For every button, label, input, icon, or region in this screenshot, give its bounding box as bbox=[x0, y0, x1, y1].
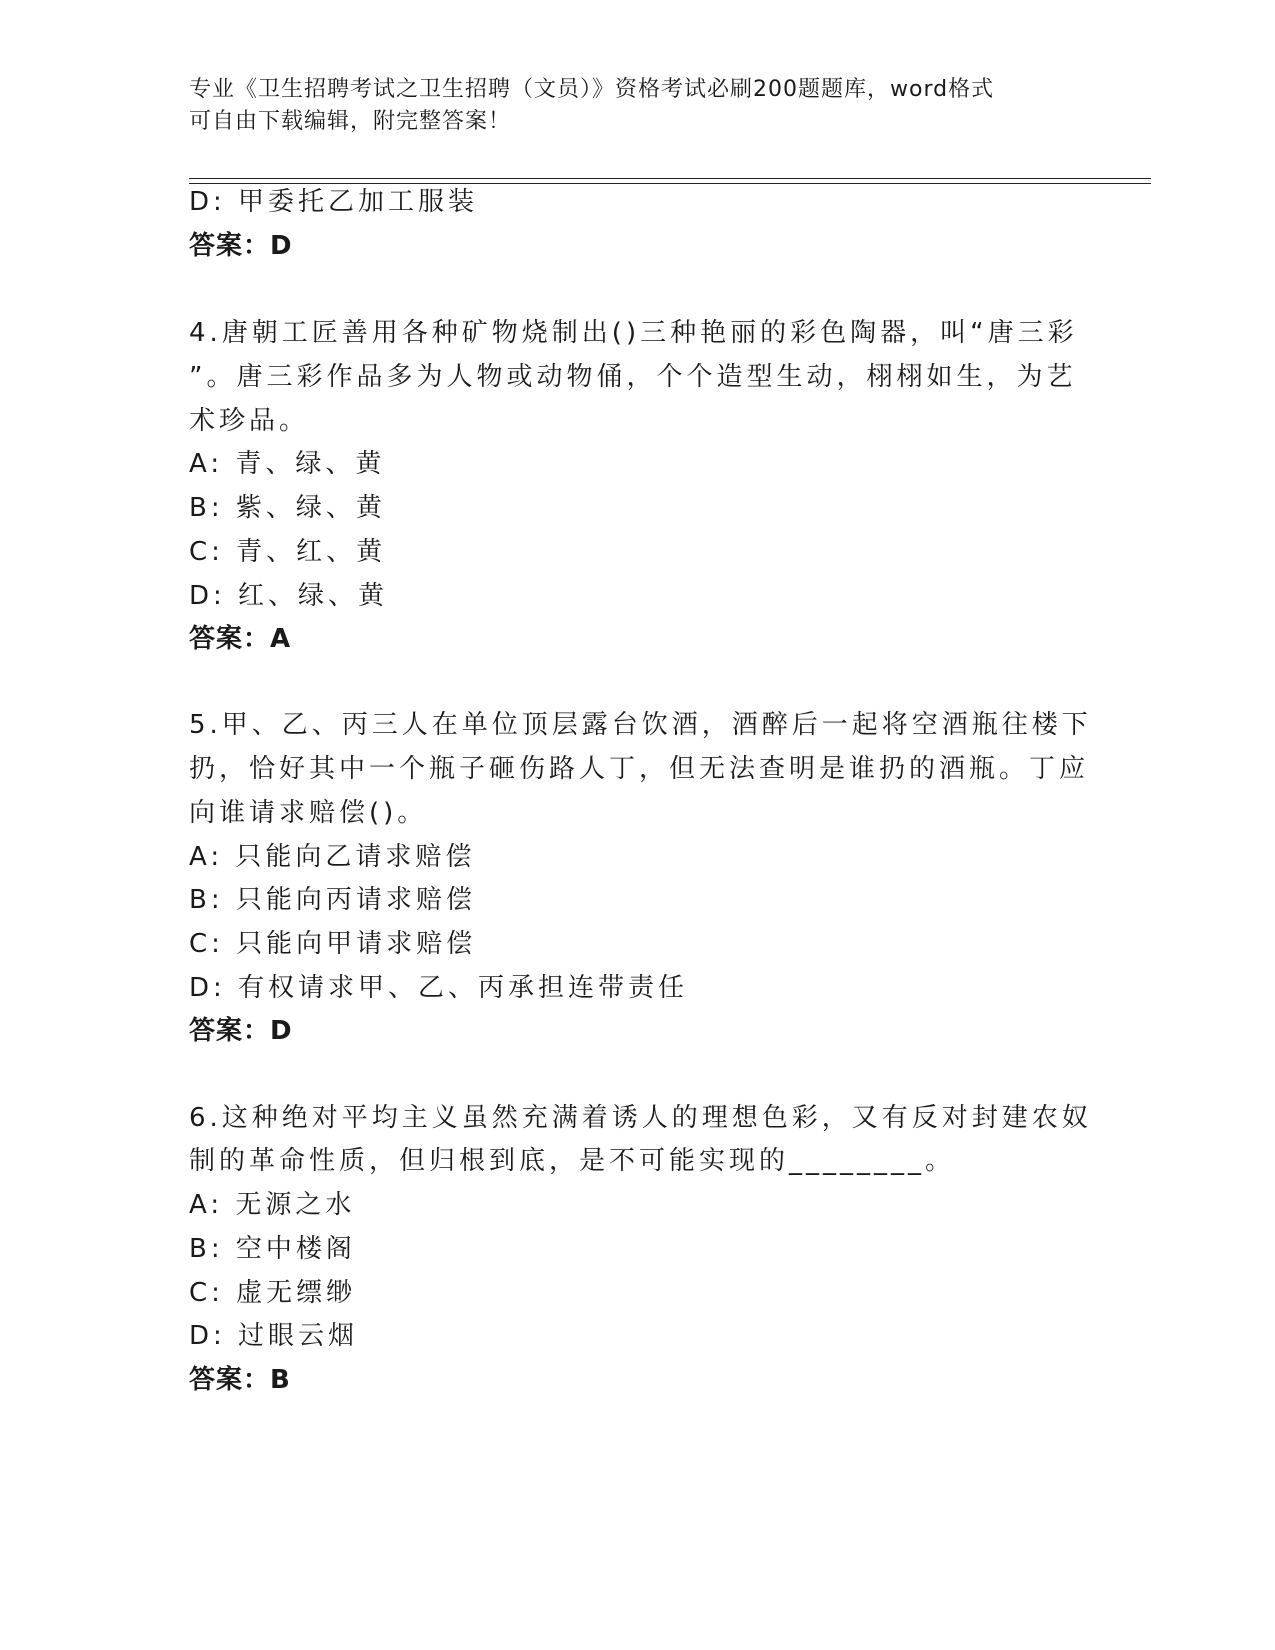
prev-question-option-d: D: 甲委托乙加工服装 bbox=[189, 187, 479, 217]
document-header bbox=[189, 74, 1069, 138]
prev-question-answer: 答案：D bbox=[189, 231, 293, 261]
header-divider-bottom bbox=[189, 183, 1151, 184]
q6-stem-line-1: 6.这种绝对平均主义虽然充满着诱人的理想色彩，又有反对封建农奴 bbox=[189, 1103, 1092, 1133]
q6-option-b: B: 空中楼阁 bbox=[189, 1234, 356, 1264]
q4-stem-line-1: 4.唐朝工匠善用各种矿物烧制出()三种艳丽的彩色陶器，叫“唐三彩 bbox=[189, 318, 1078, 348]
header-title-line-2: 可自由下载编辑，附完整答案！ bbox=[189, 109, 512, 134]
q4-stem-line-3: 术珍品。 bbox=[189, 406, 310, 436]
q5-answer: 答案：D bbox=[189, 1016, 293, 1046]
q4-option-c: C: 青、红、黄 bbox=[189, 537, 387, 567]
q5-stem-line-2: 扔，恰好其中一个瓶子砸伤路人丁，但无法查明是谁扔的酒瓶。丁应 bbox=[189, 754, 1090, 784]
q6-option-c: C: 虚无缥缈 bbox=[189, 1278, 357, 1308]
q4-answer: 答案：A bbox=[189, 624, 292, 654]
q6-option-d: D: 过眼云烟 bbox=[189, 1321, 359, 1351]
q6-option-a: A: 无源之水 bbox=[189, 1190, 356, 1220]
q4-stem-line-2: ”。唐三彩作品多为人物或动物俑，个个造型生动，栩栩如生，为艺 bbox=[189, 362, 1077, 392]
q5-option-d: D: 有权请求甲、乙、丙承担连带责任 bbox=[189, 973, 689, 1003]
q5-stem-line-3: 向谁请求赔偿()。 bbox=[189, 798, 428, 828]
q5-stem-line-1: 5.甲、乙、丙三人在单位顶层露台饮酒，酒醉后一起将空酒瓶往楼下 bbox=[189, 710, 1092, 740]
header-divider-top bbox=[189, 178, 1151, 179]
q4-option-b: B: 紫、绿、黄 bbox=[189, 493, 386, 523]
q6-stem-line-2: 制的革命性质，但归根到底，是不可能实现的________。 bbox=[189, 1146, 956, 1176]
q4-option-a: A: 青、绿、黄 bbox=[189, 449, 386, 479]
q6-answer: 答案：B bbox=[189, 1365, 291, 1395]
q5-option-b: B: 只能向丙请求赔偿 bbox=[189, 885, 476, 915]
q5-option-a: A: 只能向乙请求赔偿 bbox=[189, 842, 476, 872]
header-title-line-1: 专业《卫生招聘考试之卫生招聘（文员）》资格考试必刷200题题库，word格式 bbox=[189, 77, 995, 102]
q4-option-d: D: 红、绿、黄 bbox=[189, 581, 389, 611]
q5-option-c: C: 只能向甲请求赔偿 bbox=[189, 929, 477, 959]
